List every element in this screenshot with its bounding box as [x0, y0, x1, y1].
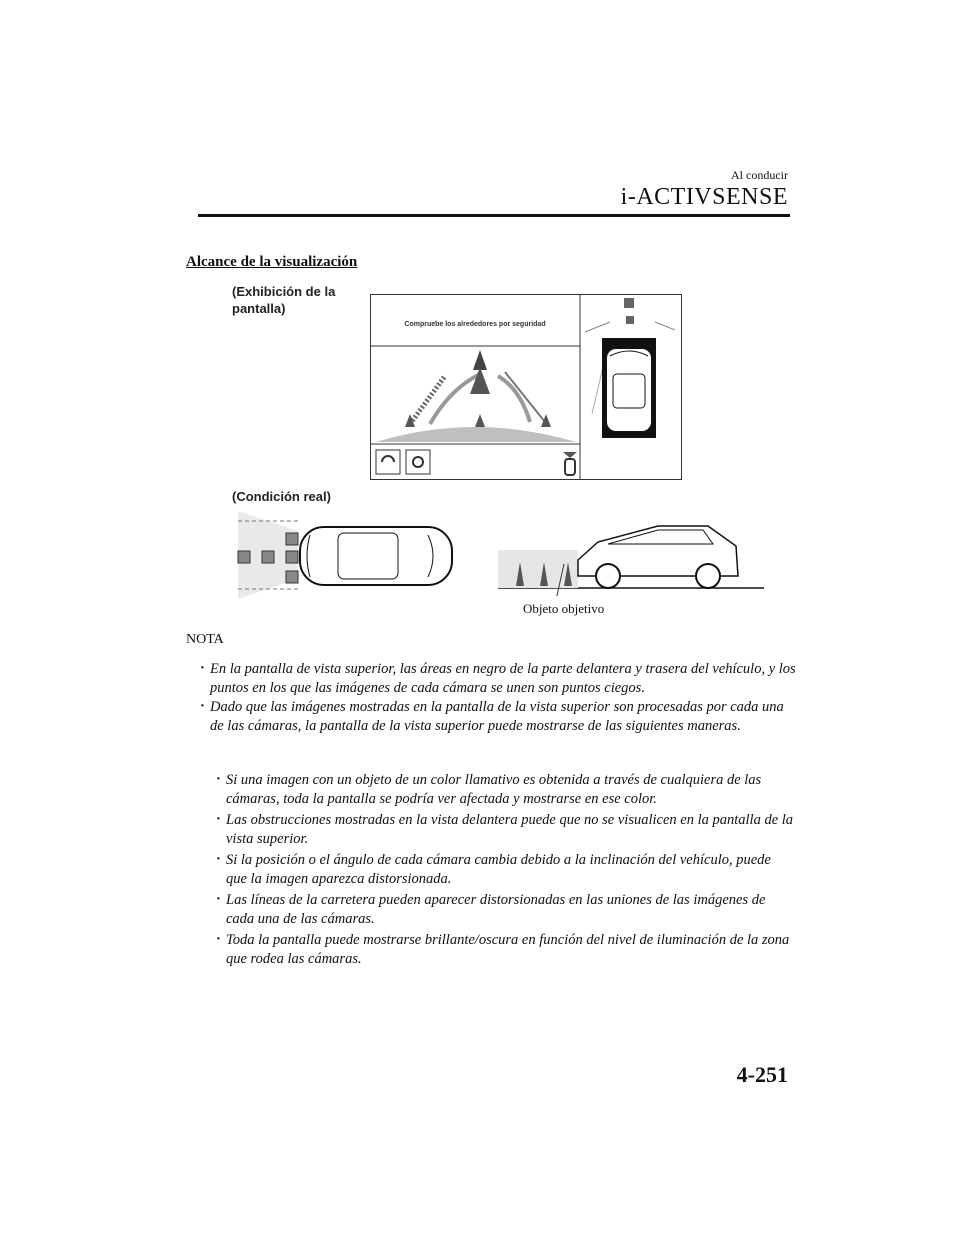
note-item: · En la pantalla de vista superior, las áreas en negro de la parte delantera y trasera del vehículo, y los puntos en los que las imágenes de cada cámara se unen son puntos ciegos. — [198, 660, 798, 698]
note-subitem: · Las obstrucciones mostradas en la vista delantera puede que no se visualicen en la pantalla de la vista superior. — [214, 811, 794, 849]
note-list — [198, 660, 798, 736]
note-sublist — [214, 771, 794, 971]
caption-display: (Exhibición de la pantalla) — [232, 284, 336, 316]
running-header-section: Al conducir — [731, 168, 788, 182]
real-topview-figure — [228, 505, 458, 605]
header-rule — [198, 214, 790, 217]
note-subitem: · Si una imagen con un objeto de un color llamativo es obtenida a través de cualquiera de las cámaras, toda la pantalla se podría ver afectada y mostrarse en ese color. — [214, 771, 794, 809]
screen-warning-message: Compruebe los alrededores por seguridad — [404, 321, 546, 328]
note-heading: NOTA — [186, 632, 224, 647]
note-subitem: · Toda la pantalla puede mostrarse brillante/oscura en función del nivel de iluminación de la zona que rodea las cámaras. — [214, 931, 794, 969]
section-title: Alcance de la visualización — [186, 254, 358, 270]
running-header-chapter: i-ACTIVSENSE — [620, 184, 788, 210]
real-sideview-figure — [498, 512, 764, 596]
note-item: · Dado que las imágenes mostradas en la pantalla de la vista superior son procesadas por cada una de las cámaras, la pantalla de la vista superior puede mostrarse de las siguientes maneras. — [198, 698, 798, 736]
note-subitem: · Las líneas de la carretera pueden aparecer distorsionadas en las uniones de las imágenes de cada una de las cámaras. — [214, 891, 794, 929]
note-subitem: · Si la posición o el ángulo de cada cámara cambia debido a la inclinación del vehículo, puede que la imagen aparezca distorsionada. — [214, 851, 794, 889]
screen-display-figure — [370, 294, 682, 480]
object-label: Objeto objetivo — [523, 601, 605, 616]
caption-real: (Condición real) — [232, 489, 331, 504]
page-number: 4-251 — [736, 1062, 788, 1087]
